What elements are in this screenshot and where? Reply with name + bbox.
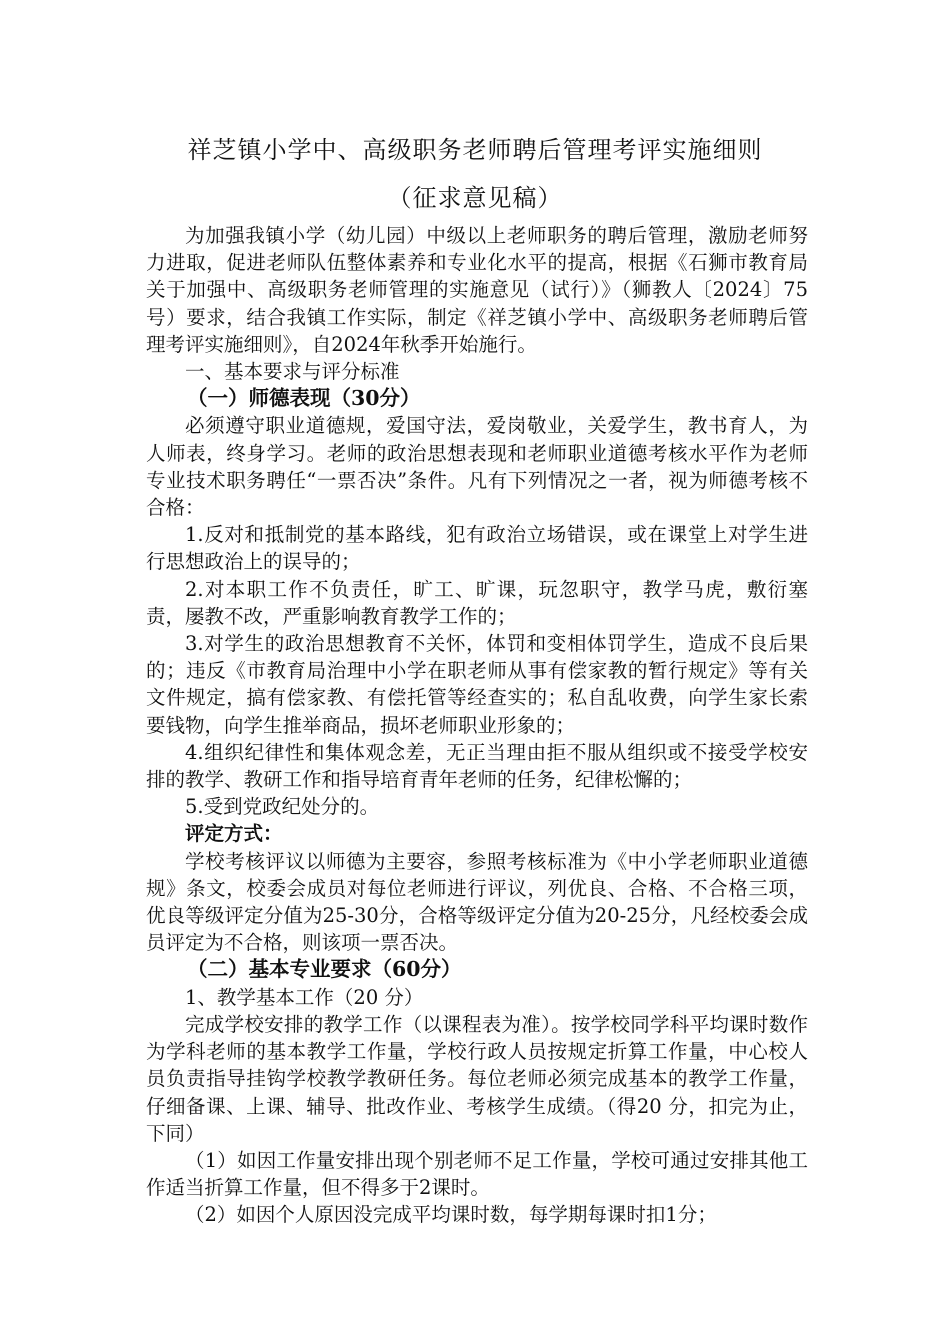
document-body — [146, 222, 808, 1229]
ethics-item-3: 3.对学生的政治思想教育不关怀，体罚和变相体罚学生，造成不良后果的；违反《市教育局治理中小学在职老师从事有偿家教的暂行规定》等有关文件规定，搞有偿家教、有偿托管等经查实的；私自乱收费，向学生家长索要钱物，向学生推举商品，损坏老师职业形象的； — [146, 632, 808, 737]
teaching-work-heading: 1、教学基本工作（20 分） — [185, 985, 424, 1009]
ethics-item-4: 4.组织纪律性和集体观念差，无正当理由拒不服从组织或不接受学校安排的教学、教研工作和指导培育青年老师的任务，纪律松懈的； — [146, 740, 808, 792]
subsection-heading-professional: （二）基本专业要求（60分） — [187, 957, 462, 982]
subsection-heading-ethics: （一）师德表现（30分） — [187, 386, 421, 411]
ethics-item-2: 2.对本职工作不负责任，旷工、旷课，玩忽职守，教学马虎，敷衍塞责，屡教不改，严重影响教育教学工作的； — [146, 577, 808, 628]
teaching-work-item-2: （2）如因个人原因没完成平均课时数，每学期每课时扣1分； — [185, 1203, 717, 1227]
document-title: 祥芝镇小学中、高级职务老师聘后管理考评实施细则 — [187, 136, 763, 164]
intro-paragraph: 为加强我镇小学（幼儿园）中级以上老师职务的聘后管理，激励老师努力进取，促进老师队伍整体素养和专业化水平的提高，根据《石狮市教育局关于加强中、高级职务老师管理的实施意见（试行）》（狮教人〔2024〕75号）要求，结合我镇工作实际，制定《祥芝镇小学中、高级职务老师聘后管理考评实施细则》，自2024年秋季开始施行。 — [146, 224, 808, 356]
ethics-item-1: 1.反对和抵制党的基本路线，犯有政治立场错误，或在课堂上对学生进行思想政治上的误导的； — [146, 523, 808, 574]
ethics-paragraph: 必须遵守职业道德规，爱国守法，爱岗敬业，关爱学生，教书育人，为人师表，终身学习。老师的政治思想表现和老师职业道德考核水平作为老师专业技术职务聘任“一票否决”条件。凡有下列情况之一者，视为师德考核不合格： — [146, 414, 808, 520]
teaching-work-item-1: （1）如因工作量安排出现个别老师不足工作量，学校可通过安排其他工作适当折算工作量，但不得多于2课时。 — [146, 1148, 808, 1200]
ethics-item-5: 5.受到党政纪处分的。 — [185, 795, 380, 819]
evaluation-method-paragraph: 学校考核评议以师德为主要容，参照考核标准为《中小学老师职业道德规》条文，校委会成员对每位老师进行评议，列优良、合格、不合格三项，优良等级评定分值为25-30分，合格等级评定分值为20-25分，凡经校委会成员评定为不合格，则该项一票否决。 — [146, 849, 808, 955]
document-subtitle: （征求意见稿） — [387, 184, 563, 212]
evaluation-method-heading: 评定方式： — [185, 822, 283, 846]
section-heading: 一、基本要求与评分标准 — [185, 360, 400, 384]
teaching-work-paragraph: 完成学校安排的教学工作（以课程表为准）。按学校同学科平均课时数作为学科老师的基本教学工作量，学校行政人员按规定折算工作量，中心校人员负责指导挂钩学校教学教研任务。每位老师必须完成基本的教学工作量，仔细备课、上课、辅导、批改作业、考核学生成绩。（得20 分，扣完为止，下同） — [146, 1012, 808, 1145]
